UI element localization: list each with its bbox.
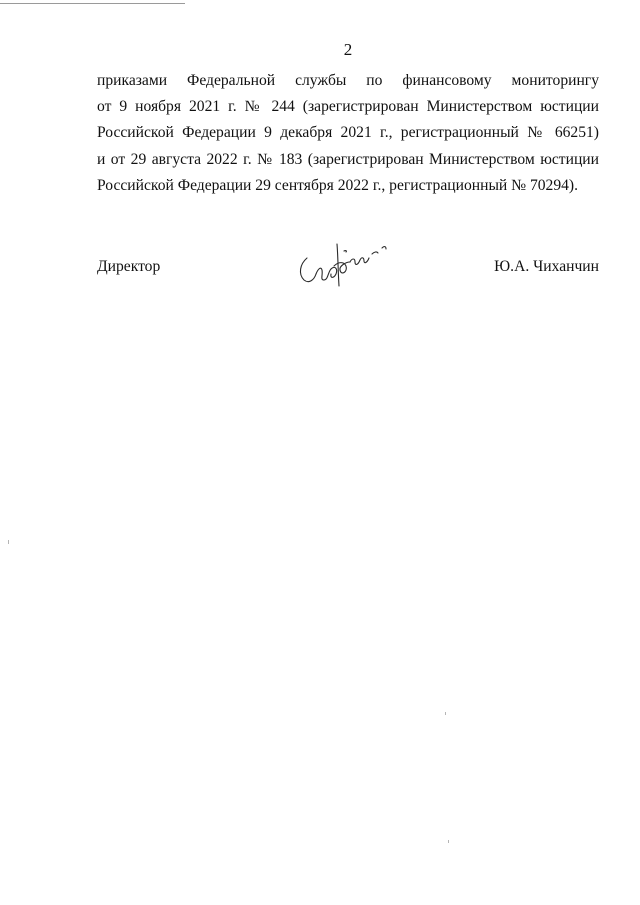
paragraph-line: от 9 ноября 2021 г. № 244 (зарегистрирован Министерством юстиции (97, 98, 599, 116)
scan-edge-line (0, 3, 185, 4)
paragraph-line: Российской Федерации 29 сентября 2022 г., регистрационный № 70294). (97, 176, 579, 194)
body-paragraph (97, 68, 599, 199)
scan-speck (448, 840, 449, 843)
paragraph-line: Российской Федерации 9 декабря 2021 г., регистрационный № 66251) (97, 124, 599, 142)
page-number: 2 (343, 40, 353, 59)
paragraph-line: приказами Федеральной службы по финансовому мониторингу (97, 72, 599, 89)
scan-speck (445, 712, 446, 715)
handwritten-signature (294, 236, 394, 292)
scan-speck (8, 540, 9, 544)
signer-position: Директор (97, 258, 161, 275)
paragraph-line: и от 29 августа 2022 г. № 183 (зарегистрирован Министерством юстиции (97, 150, 599, 168)
signer-name: Ю.А. Чиханчин (494, 258, 599, 275)
